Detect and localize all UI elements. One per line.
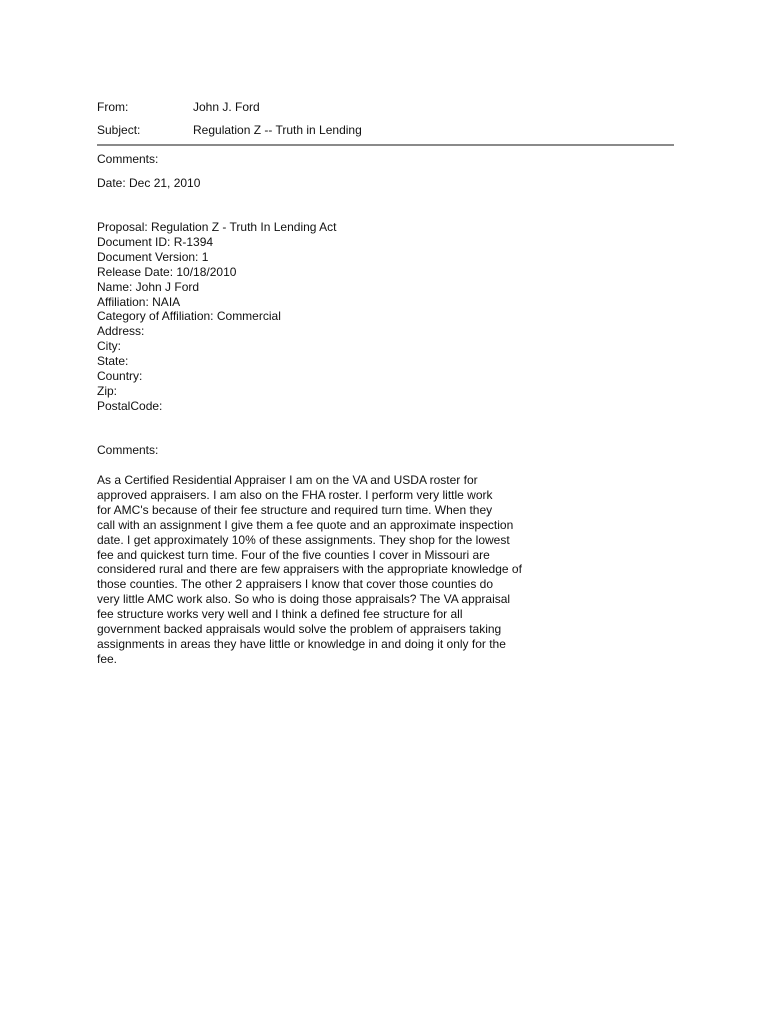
comment-line: government backed appraisals would solve the problem of appraisers taking [97,622,502,637]
comment-line: call with an assignment I give them a fee quote and an approximate inspection [97,517,514,532]
comment-line: assignments in areas they have little or knowledge in and doing it only for the [97,636,506,651]
comment-body [97,473,522,667]
comment-line: fee. [97,651,118,666]
comments-heading: Comments: [97,443,159,457]
from-label: From: [97,100,129,114]
detail-line: PostalCode: [97,398,163,413]
detail-line: City: [97,339,121,354]
detail-line: Country: [97,369,143,384]
detail-line: State: [97,354,129,369]
comment-line: fee and quickest turn time. Four of the five counties I cover in Missouri are [97,547,490,562]
from-value: John J. Ford [193,100,260,114]
detail-line: Document Version: 1 [97,249,209,264]
comment-line: date. I get approximately 10% of these assignments. They shop for the lowest [97,532,510,547]
comment-line: approved appraisers. I am also on the FHA roster. I perform very little work [97,487,493,502]
comment-line: for AMC's because of their fee structure and required turn time. When they [97,502,493,517]
comment-line: fee structure works very well and I think a defined fee structure for all [97,607,463,622]
detail-line: Zip: [97,383,118,398]
detail-line: Category of Affiliation: Commercial [97,309,281,324]
comment-line: As a Certified Residential Appraiser I am on the VA and USDA roster for [97,473,478,487]
comment-line: considered rural and there are few appraisers with the appropriate knowledge of [97,562,522,577]
comment-line: very little AMC work also. So who is doing those appraisals? The VA appraisal [97,592,511,607]
detail-line: Affiliation: NAIA [97,294,181,309]
subject-label: Subject: [97,123,141,137]
detail-line: Document ID: R-1394 [97,234,214,249]
subject-value: Regulation Z -- Truth in Lending [193,123,362,137]
comments-heading-top: Comments: [97,152,159,166]
detail-line: Proposal: Regulation Z - Truth In Lending Act [97,220,337,234]
date-line: Date: Dec 21, 2010 [97,176,201,190]
header-divider [97,144,674,146]
submission-details [97,220,336,414]
detail-line: Name: John J Ford [97,279,200,294]
detail-line: Release Date: 10/18/2010 [97,264,237,279]
comment-line: those counties. The other 2 appraisers I know that cover those counties do [97,577,494,592]
detail-line: Address: [97,324,145,339]
